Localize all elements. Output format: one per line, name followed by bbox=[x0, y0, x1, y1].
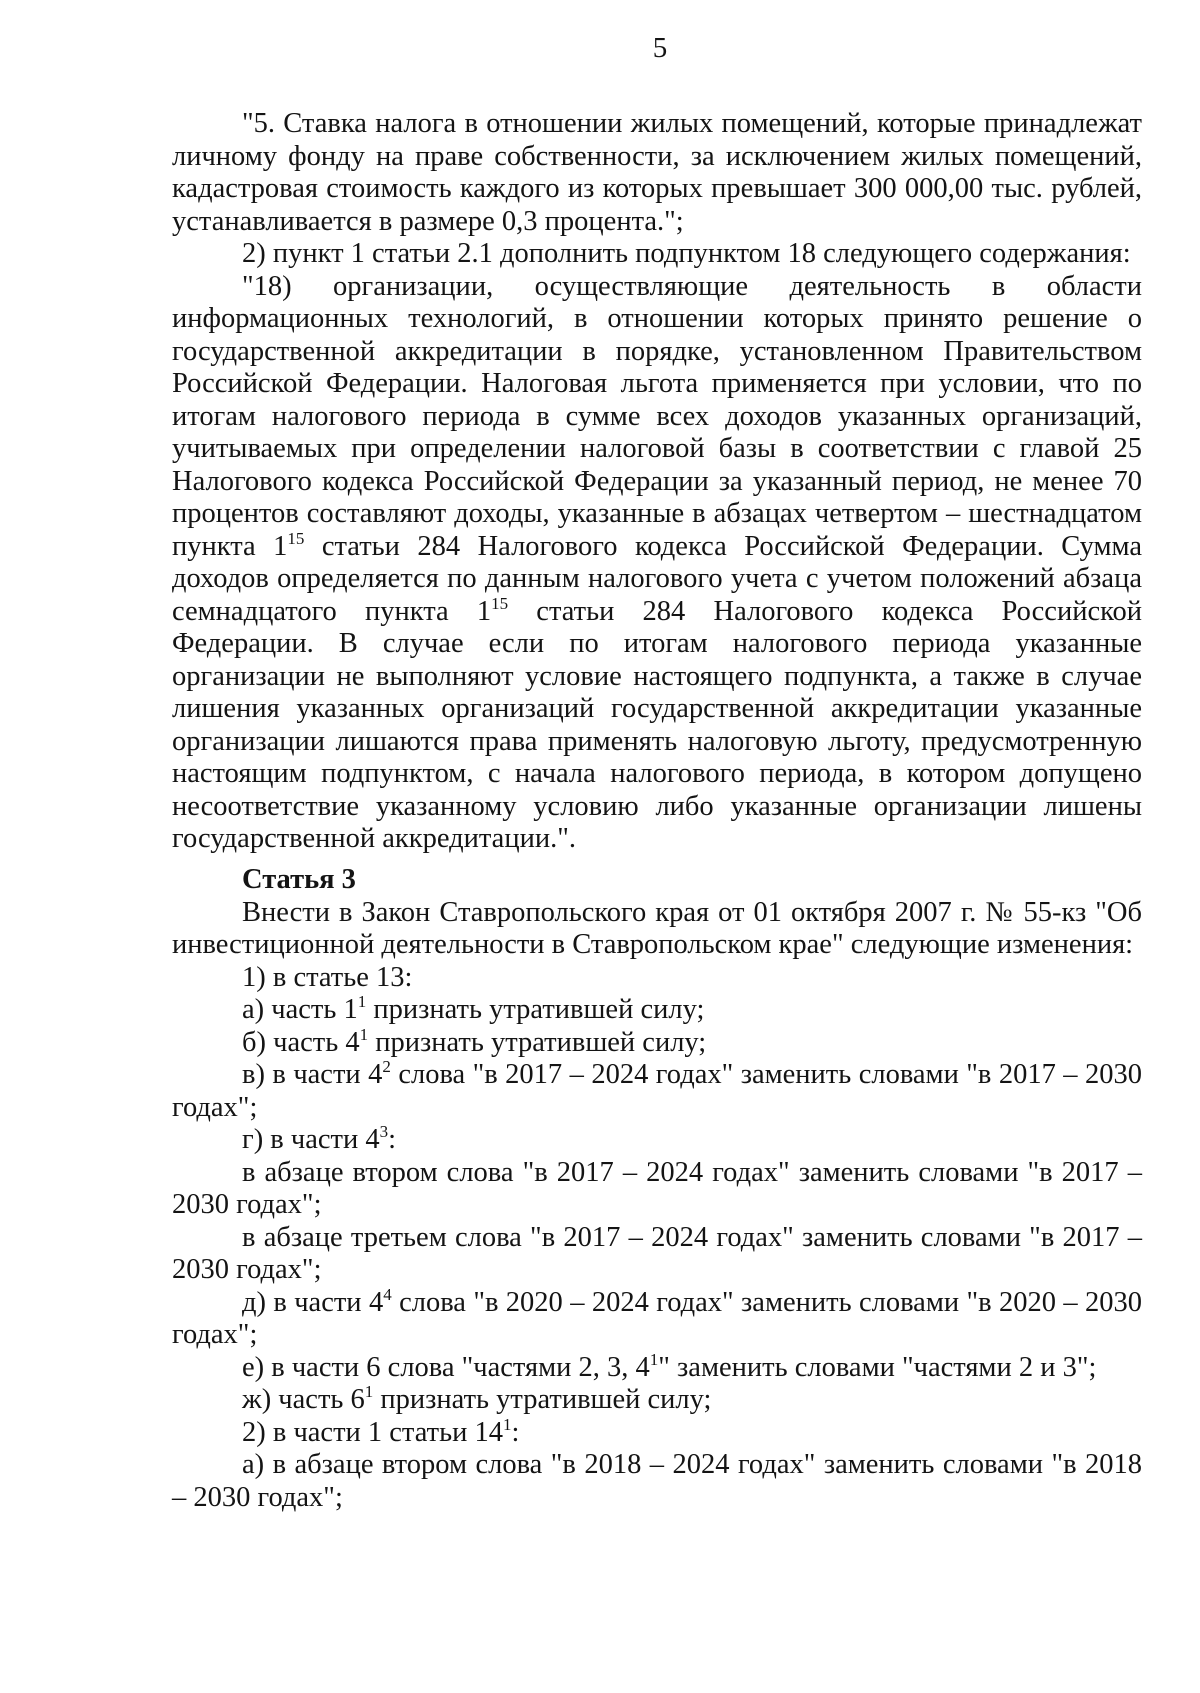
superscript: 1 bbox=[649, 1349, 659, 1369]
subitem-18-text-part-1: "18) организации, осуществляющие деятельность в области информационных технологий, в отношении которых принято решение о государственной аккредитации в порядке, установленном Правительством Российской Федерации. Налоговая льгота применяется при условии, что по итогам налогового периода в сумме всех доходов указанных организаций, учитываемых при определении налоговой базы в соответствии с главой 25 Налогового кодекса Российской Федерации за указанный период, не менее 70 процентов составляют доходы, указанные в абзацах четвертом – шестнадцатом пункта 1 bbox=[172, 270, 1142, 562]
amendment-text-block bbox=[172, 108, 1142, 856]
article-3-item-2 bbox=[172, 1414, 1142, 1450]
item-d-text-end: слова "в 2020 – 2024 годах" заменить словами "в 2020 – 2030 годах"; bbox=[172, 1286, 1142, 1350]
subitem-18-text-part-3: статьи 284 Налогового кодекса Российской Федерации. В случае если по итогам налогового периода указанные организации не выполняют условие настоящего подпункта, а также в случае лишения указанных организаций государственной аккредитации указанные организации лишаются права применять налоговую льготу, предусмотренную настоящим подпунктом, с начала налогового периода, в котором допущено несоответствие указанному условию либо указанные организации лишены государственной аккредитации.". bbox=[172, 595, 1142, 854]
article-3-item-1-zh bbox=[172, 1384, 1142, 1417]
item-g-text-end: : bbox=[388, 1124, 397, 1155]
item-e-text-end: " заменить словами "частями 2 и 3"; bbox=[658, 1351, 1097, 1383]
superscript-15: 15 bbox=[287, 528, 305, 548]
article-3-item-1-d bbox=[172, 1284, 1142, 1352]
item-zh-text: ж) часть 6 bbox=[242, 1384, 365, 1415]
superscript: 1 bbox=[364, 1382, 374, 1401]
superscript: 1 bbox=[502, 1414, 512, 1434]
article-3-item-1-g bbox=[172, 1124, 1142, 1157]
superscript-15: 15 bbox=[491, 593, 509, 613]
superscript: 4 bbox=[383, 1284, 392, 1304]
subitem-18-text-part-2: статьи 284 Налогового кодекса Российской Федерации. Сумма доходов определяется по данным налогового учета с учетом положений абзаца семнадцатого пункта 1 bbox=[172, 530, 1142, 627]
superscript: 2 bbox=[382, 1057, 391, 1076]
paragraph-subitem-18 bbox=[172, 271, 1142, 856]
article-3-item-2-a: а) в абзаце втором слова "в 2018 – 2024 годах" заменить словами "в 2018 – 2030 годах"; bbox=[172, 1449, 1142, 1513]
article-3-item-1-g-paragraph-3: в абзаце третьем слова "в 2017 – 2024 годах" заменить словами "в 2017 – 2030 годах"; bbox=[172, 1221, 1142, 1285]
article-3-item-1-b bbox=[172, 1024, 1142, 1060]
item-d-text: д) в части 4 bbox=[242, 1286, 384, 1318]
superscript: 1 bbox=[357, 992, 367, 1011]
item-a-text-end: признать утратившей силу; bbox=[366, 994, 705, 1025]
article-3-intro: Внести в Закон Ставропольского края от 01 октября 2007 г. № 55-кз "Об инвестиционной деятельности в Ставропольском крае" следующие изменения: bbox=[172, 896, 1142, 960]
article-3-item-1-a bbox=[172, 994, 1142, 1027]
item-b-text-end: признать утратившей силу; bbox=[368, 1026, 707, 1058]
article-3-heading: Статья 3 bbox=[242, 864, 356, 895]
item-g-text: г) в части 4 bbox=[242, 1124, 380, 1155]
item-zh-text-end: признать утратившей силу; bbox=[373, 1384, 712, 1415]
item-v-text-end: слова "в 2017 – 2024 годах" заменить словами "в 2017 – 2030 годах"; bbox=[172, 1059, 1143, 1123]
article-3-item-1-e bbox=[172, 1349, 1142, 1385]
article-3-item-1-g-paragraph-2: в абзаце втором слова "в 2017 – 2024 годах" заменить словами "в 2017 – 2030 годах"; bbox=[172, 1156, 1142, 1220]
article-3-item-1-v bbox=[172, 1059, 1142, 1124]
item-e-text: е) в части 6 слова "частями 2, 3, 4 bbox=[242, 1351, 650, 1383]
item-2-text-end: : bbox=[511, 1416, 520, 1448]
item-2-text: 2) в части 1 статьи 14 bbox=[242, 1416, 503, 1448]
article-3-block bbox=[172, 864, 1142, 1514]
item-a-text: а) часть 1 bbox=[242, 994, 358, 1025]
superscript: 3 bbox=[379, 1122, 389, 1141]
item-v-text: в) в части 4 bbox=[242, 1059, 383, 1090]
paragraph-item-2: 2) пункт 1 статьи 2.1 дополнить подпунктом 18 следующего содержания: bbox=[242, 238, 1131, 269]
superscript: 1 bbox=[359, 1024, 369, 1044]
article-3-item-1: 1) в статье 13: bbox=[242, 961, 413, 993]
page-number: 5 bbox=[652, 32, 668, 64]
paragraph-tax-rate-5: "5. Ставка налога в отношении жилых помещений, которые принадлежат личному фонду на праве собственности, за исключением жилых помещений, кадастровая стоимость каждого из которых превышает 300 000,00 тыс. рублей, устанавливается в размере 0,3 процента."; bbox=[172, 108, 1142, 237]
item-b-text: б) часть 4 bbox=[242, 1026, 360, 1058]
